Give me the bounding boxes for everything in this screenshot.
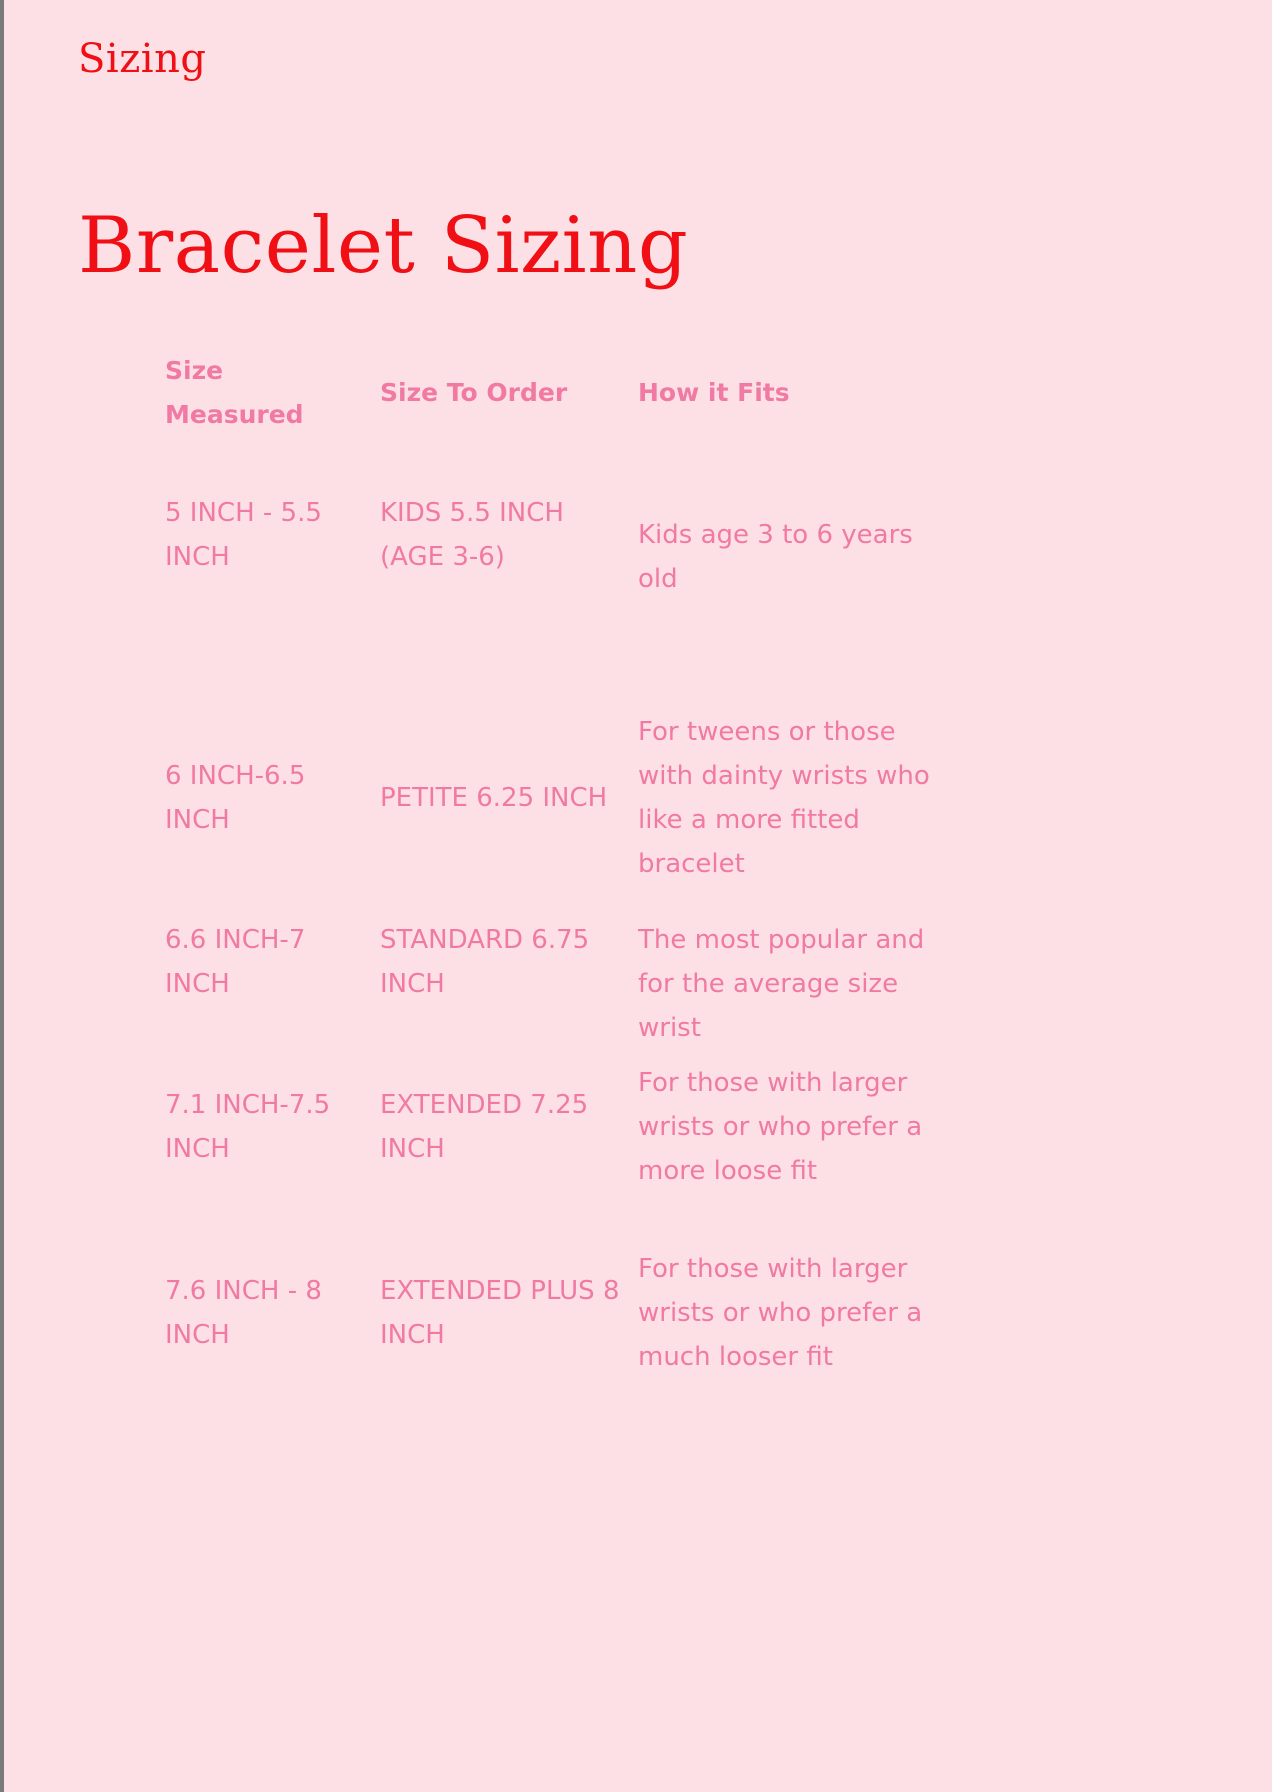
- cell-how-it-fits: For tweens or those with dainty wrists who like a more fitted bracelet: [638, 717, 930, 879]
- cell-how-it-fits: For those with larger wrists or who prefer a more loose fit: [638, 1068, 923, 1186]
- brand-heading: Sizing: [78, 36, 207, 82]
- cell-size-measured: 6 INCH-6.5 INCH: [165, 761, 306, 835]
- page-title: Bracelet Sizing: [78, 201, 689, 291]
- cell-size-measured: 6.6 INCH-7 INCH: [165, 925, 306, 999]
- cell-how-it-fits: For those with larger wrists or who prefer a much looser fit: [638, 1254, 923, 1372]
- cell-size-to-order: KIDS 5.5 INCH (AGE 3-6): [380, 498, 564, 572]
- cell-size-to-order: PETITE 6.25 INCH: [380, 783, 608, 813]
- cell-how-it-fits: Kids age 3 to 6 years old: [638, 520, 913, 594]
- cell-size-measured: 5 INCH - 5.5 INCH: [165, 498, 322, 572]
- cell-size-to-order: EXTENDED PLUS 8 INCH: [380, 1276, 620, 1350]
- header-how-it-fits: How it Fits: [638, 378, 790, 407]
- cell-size-to-order: STANDARD 6.75 INCH: [380, 925, 590, 999]
- cell-size-measured: 7.1 INCH-7.5 INCH: [165, 1090, 331, 1164]
- header-size-measured: Size Measured: [165, 356, 304, 429]
- header-size-to-order: Size To Order: [380, 378, 568, 407]
- cell-size-measured: 7.6 INCH - 8 INCH: [165, 1276, 322, 1350]
- left-edge-bar: [0, 0, 4, 1792]
- cell-size-to-order: EXTENDED 7.25 INCH: [380, 1090, 589, 1164]
- cell-how-it-fits: The most popular and for the average size wrist: [638, 925, 925, 1043]
